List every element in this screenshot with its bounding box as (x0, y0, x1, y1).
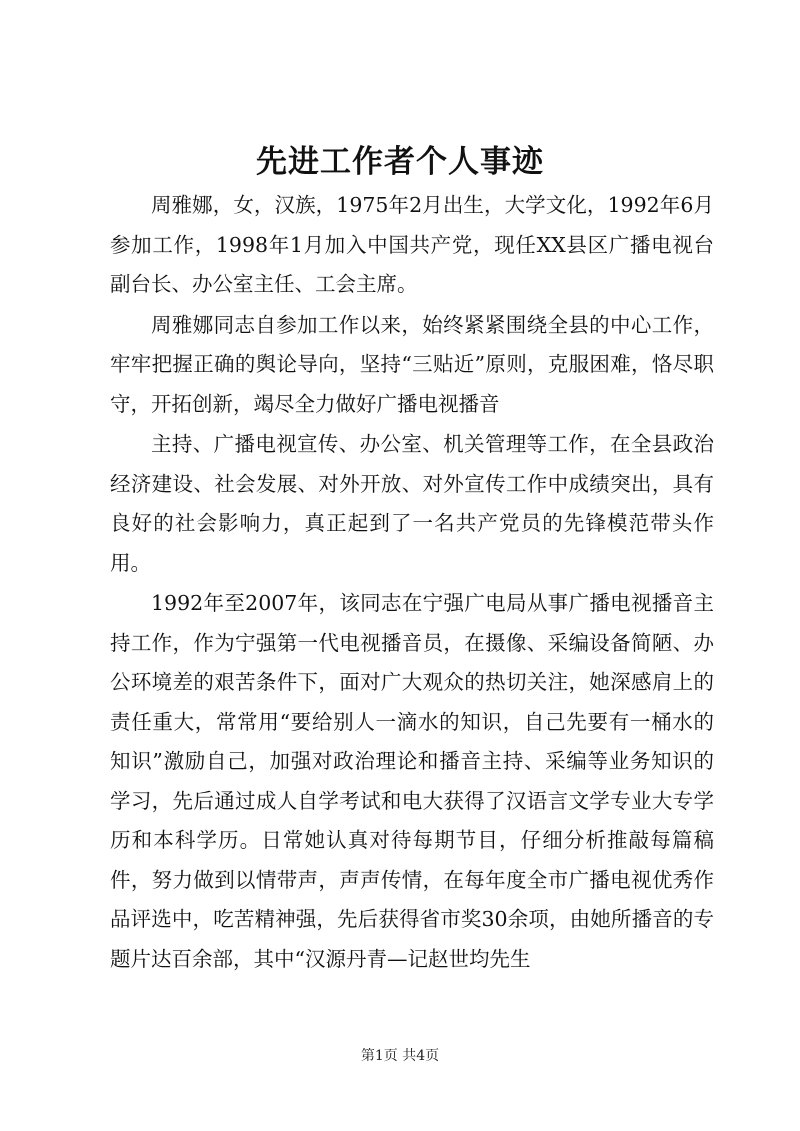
paragraph-3: 主持、广播电视宣传、办公室、机关管理等工作，在全县政治经济建设、社会发展、对外开放、对外宣传工作中成绩突出，具有良好的社会影响力，真正起到了一名共产党员的先锋模范带头作用。 (110, 432, 714, 575)
paragraph-4: 1992年至2007年，该同志在宁强广电局从事广播电视播音主持工作，作为宁强第一代电视播音员，在摄像、采编设备简陋、办公环境差的艰苦条件下，面对广大观众的热切关注，她深感肩上的责任重大，常常用“要给别人一滴水的知识，自己先要有一桶水的知识”激励自己，加强对政治理论和播音主持、采编等业务知识的学习，先后通过成人自学考试和电大获得了汉语言文学专业大专学历和本科学历。日常她认真对待每期节目，仔细分析推敲每篇稿件，努力做到以情带声，声声传情，在每年度全市广播电视优秀作品评选中，吃苦精神强，先后获得省市奖30余项，由她所播音的专题片达百余部，其中“汉源丹青—记赵世均先生 (110, 591, 714, 971)
paragraph-2: 周雅娜同志自参加工作以来，始终紧紧围绕全县的中心工作，牢牢把握正确的舆论导向，坚持“三贴近”原则，克服困难，恪尽职守，开拓创新，竭尽全力做好广播电视播音 (110, 312, 714, 416)
page-footer: 第1页 共4页 (360, 1048, 440, 1064)
paragraph-1: 周雅娜，女，汉族，1975年2月出生，大学文化，1992年6月参加工作，1998年1月加入中国共产党，现任XX县区广播电视台副台长、办公室主任、工会主席。 (110, 193, 714, 296)
document-title: 先进工作者个人事迹 (256, 144, 544, 180)
document-body (110, 186, 714, 979)
